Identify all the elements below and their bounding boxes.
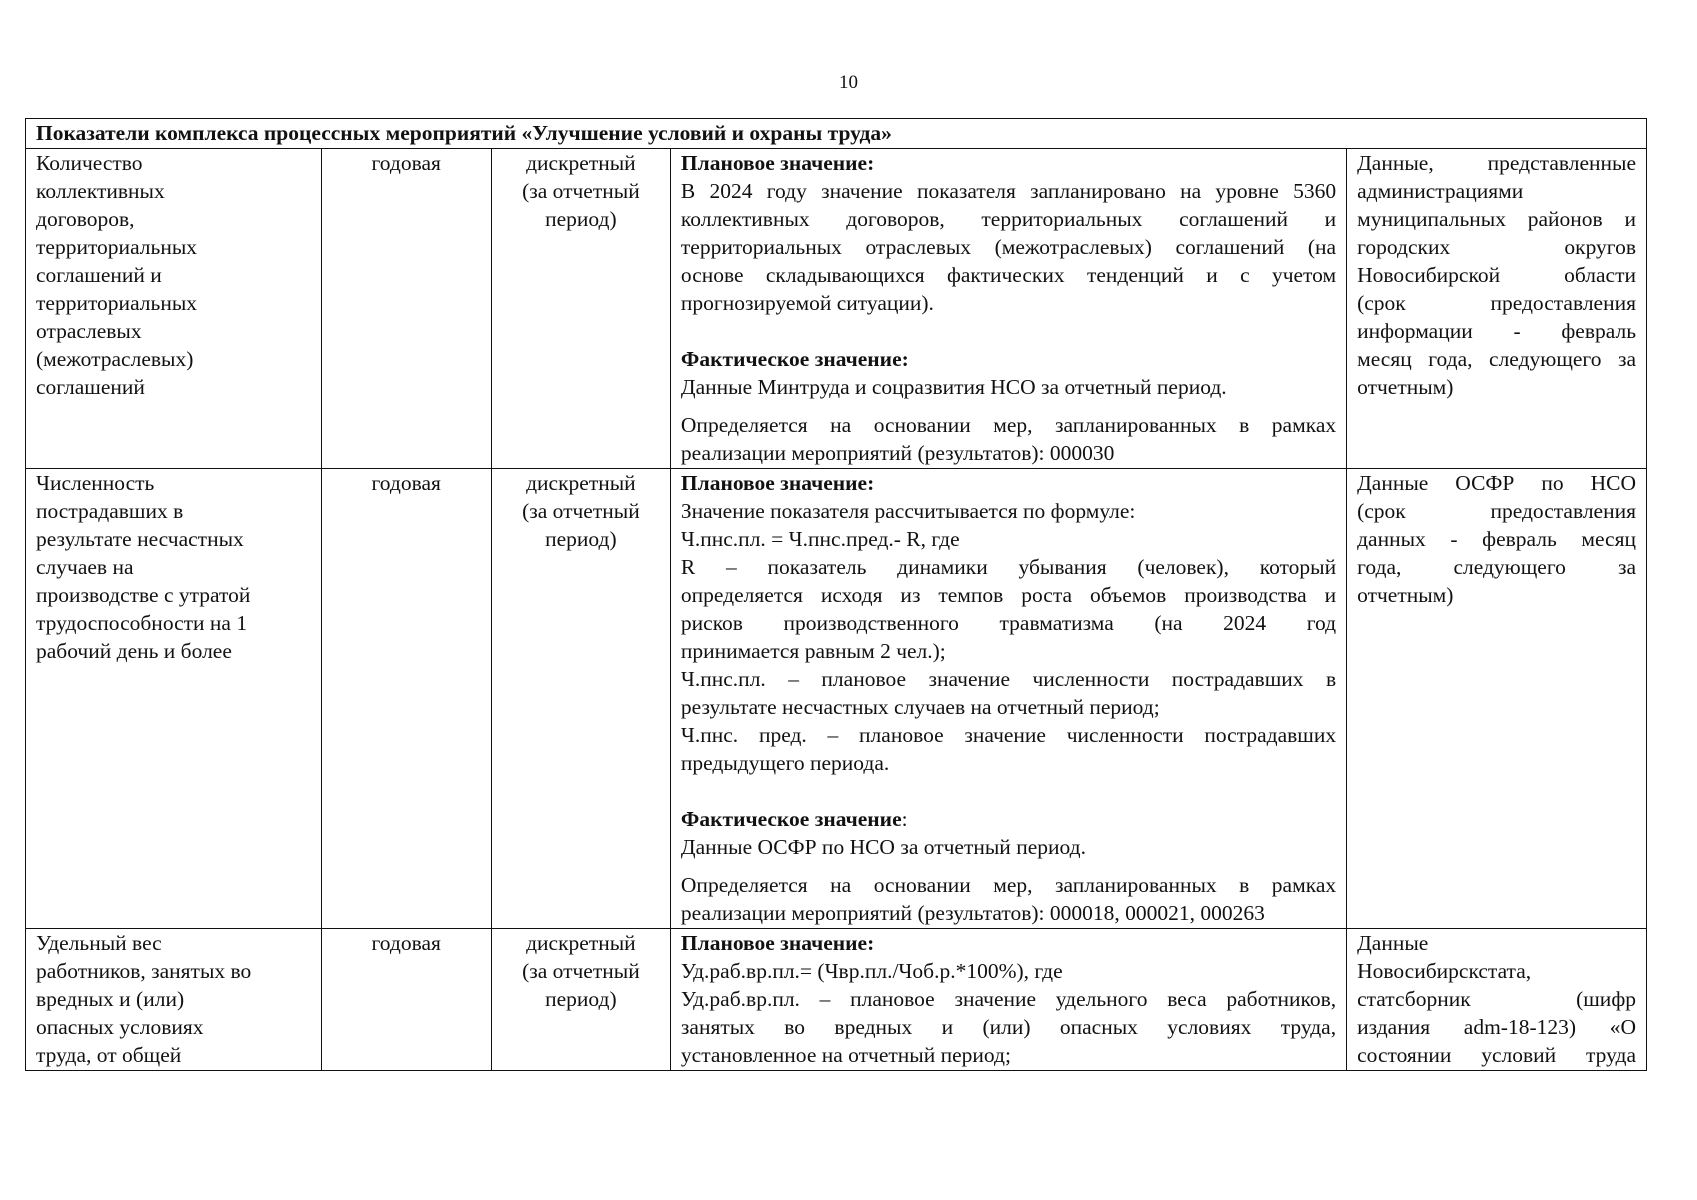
calculation-method-cell bbox=[670, 149, 1346, 469]
plan-text-line: коллективных договоров, территориальных соглашений и bbox=[680, 207, 1337, 231]
table-row bbox=[26, 149, 1647, 469]
section-header-row bbox=[26, 119, 1647, 149]
indicator-name-line: (межотраслевых) bbox=[36, 347, 194, 371]
indicator-type-line: период) bbox=[545, 207, 617, 231]
plan-text-line: предыдущего периода. bbox=[680, 751, 890, 775]
source-line: Данные, представленные bbox=[1357, 151, 1636, 175]
plan-text-line: принимается равным 2 чел.); bbox=[680, 639, 946, 663]
indicator-name-line: соглашений bbox=[36, 375, 145, 399]
indicator-type-line: период) bbox=[545, 527, 617, 551]
source-line: (срок предоставления bbox=[1357, 291, 1636, 315]
indicator-name-line: отраслевых bbox=[36, 319, 142, 343]
indicators-table bbox=[25, 118, 1647, 1071]
data-source-cell bbox=[1347, 149, 1647, 469]
source-line: информации - февраль bbox=[1357, 319, 1636, 343]
table-row bbox=[26, 929, 1647, 1071]
indicator-name-cell bbox=[26, 149, 322, 469]
indicator-type-cell bbox=[491, 929, 670, 1071]
measures-text-line: реализации мероприятий (результатов): 000030 bbox=[680, 441, 1115, 465]
fact-value-label: Фактическое значение bbox=[680, 807, 902, 831]
indicator-name-line: Численность bbox=[36, 471, 155, 495]
indicator-type-line: (за отчетный bbox=[522, 959, 640, 983]
indicator-name-line: результате несчастных bbox=[36, 527, 244, 551]
plan-text-line: Ч.пнс.пл. – плановое значение численности пострадавших в bbox=[680, 667, 1337, 691]
indicator-name-line: работников, занятых во bbox=[36, 959, 252, 983]
indicator-name-line: труда, от общей bbox=[36, 1043, 182, 1067]
data-source-cell bbox=[1347, 929, 1647, 1071]
plan-value-label: Плановое значение: bbox=[680, 471, 875, 495]
plan-text-line: результате несчастных случаев на отчетный период; bbox=[680, 695, 1160, 719]
calculation-method-cell bbox=[670, 469, 1346, 929]
measures-text-line: Определяется на основании мер, запланированных в рамках bbox=[680, 873, 1337, 897]
plan-text-line: рисков производственного травматизма (на 2024 год bbox=[680, 611, 1337, 635]
plan-text-line: установленное на отчетный период; bbox=[680, 1043, 1011, 1067]
plan-value-label: Плановое значение: bbox=[680, 151, 875, 175]
plan-text-line: Ч.пнс. пред. – плановое значение численности пострадавших bbox=[680, 723, 1337, 747]
page-number: 10 bbox=[839, 72, 858, 93]
source-line: муниципальных районов и bbox=[1357, 207, 1636, 231]
source-line: Новосибирскстата, bbox=[1357, 959, 1532, 983]
fact-value-label-wrap bbox=[681, 805, 1336, 833]
indicator-name-line: опасных условиях bbox=[36, 1015, 204, 1039]
indicator-name-line: коллективных bbox=[36, 179, 165, 203]
indicator-name-cell bbox=[26, 929, 322, 1071]
source-line: отчетным) bbox=[1357, 375, 1454, 399]
indicator-name-line: производстве с утратой bbox=[36, 583, 251, 607]
indicator-name-line: трудоспособности на 1 bbox=[36, 611, 248, 635]
source-line: состоянии условий труда bbox=[1357, 1043, 1636, 1067]
indicator-type-line: период) bbox=[545, 987, 617, 1011]
source-line: городских округов bbox=[1357, 235, 1636, 259]
source-line: данных - февраль месяц bbox=[1357, 527, 1636, 551]
measures-text-line: реализации мероприятий (результатов): 000018, 000021, 000263 bbox=[680, 901, 1265, 925]
formula-line: Ч.пнс.пл. = Ч.пнс.пред.- R, где bbox=[680, 527, 960, 551]
plan-text-line: занятых во вредных и (или) опасных условиях труда, bbox=[680, 1015, 1337, 1039]
indicator-name-line: пострадавших в bbox=[36, 499, 184, 523]
indicator-name-line: соглашений и bbox=[36, 263, 162, 287]
plan-text-line: определяется исходя из темпов роста объемов производства и bbox=[680, 583, 1337, 607]
indicator-type-cell bbox=[491, 469, 670, 929]
plan-value-label: Плановое значение: bbox=[680, 931, 875, 955]
source-line: издания adm-18-123) «О bbox=[1357, 1015, 1636, 1039]
indicator-name-line: территориальных bbox=[36, 291, 198, 315]
source-line: года, следующего за bbox=[1357, 555, 1636, 579]
plan-text-line: В 2024 году значение показателя запланировано на уровне 5360 bbox=[680, 179, 1337, 203]
fact-value-text: Данные ОСФР по НСО за отчетный период. bbox=[680, 835, 1086, 859]
indicator-type-cell bbox=[491, 149, 670, 469]
indicator-name-line: случаев на bbox=[36, 555, 134, 579]
fact-value-label: Фактическое значение: bbox=[680, 347, 909, 371]
periodicity-cell: годовая bbox=[321, 469, 491, 929]
plan-text-line: основе складывающихся фактических тенденций и с учетом bbox=[680, 263, 1337, 287]
source-line: Данные bbox=[1357, 931, 1429, 955]
indicator-name-line: вредных и (или) bbox=[36, 987, 185, 1011]
source-line: администрациями bbox=[1357, 179, 1524, 203]
source-line: отчетным) bbox=[1357, 583, 1454, 607]
periodicity-cell: годовая bbox=[321, 149, 491, 469]
source-line: месяц года, следующего за bbox=[1357, 347, 1636, 371]
plan-text-line: Уд.раб.вр.пл. – плановое значение удельного веса работников, bbox=[680, 987, 1337, 1011]
indicator-type-line: (за отчетный bbox=[522, 499, 640, 523]
indicator-name-line: Удельный вес bbox=[36, 931, 162, 955]
plan-text-line: R – показатель динамики убывания (человек), который bbox=[680, 555, 1337, 579]
measures-text-line: Определяется на основании мер, запланированных в рамках bbox=[680, 413, 1337, 437]
section-title: Показатели комплекса процессных мероприятий «Улучшение условий и охраны труда» bbox=[26, 119, 1647, 149]
indicator-type-line: дискретный bbox=[526, 471, 636, 495]
fact-value-label-suffix: : bbox=[901, 807, 908, 831]
plan-text-line: прогнозируемой ситуации). bbox=[680, 291, 934, 315]
source-line: (срок предоставления bbox=[1357, 499, 1636, 523]
source-line: статсборник (шифр bbox=[1357, 987, 1636, 1011]
indicator-type-line: (за отчетный bbox=[522, 179, 640, 203]
plan-text-line: территориальных отраслевых (межотраслевых) соглашений (на bbox=[680, 235, 1337, 259]
calculation-method-cell bbox=[670, 929, 1346, 1071]
indicator-type-line: дискретный bbox=[526, 931, 636, 955]
indicator-name-cell bbox=[26, 469, 322, 929]
table-row bbox=[26, 469, 1647, 929]
source-line: Данные ОСФР по НСО bbox=[1357, 471, 1636, 495]
source-line: Новосибирской области bbox=[1357, 263, 1636, 287]
periodicity-cell: годовая bbox=[321, 929, 491, 1071]
indicator-type-line: дискретный bbox=[526, 151, 636, 175]
fact-value-text: Данные Минтруда и соцразвития НСО за отчетный период. bbox=[680, 375, 1227, 399]
formula-line: Уд.раб.вр.пл.= (Чвр.пл./Чоб.р.*100%), где bbox=[680, 959, 1063, 983]
indicator-name-line: Количество bbox=[36, 151, 143, 175]
indicator-name-line: рабочий день и более bbox=[36, 639, 232, 663]
indicator-name-line: договоров, bbox=[36, 207, 135, 231]
plan-text-line: Значение показателя рассчитывается по формуле: bbox=[680, 499, 1136, 523]
indicator-name-line: территориальных bbox=[36, 235, 198, 259]
data-source-cell bbox=[1347, 469, 1647, 929]
